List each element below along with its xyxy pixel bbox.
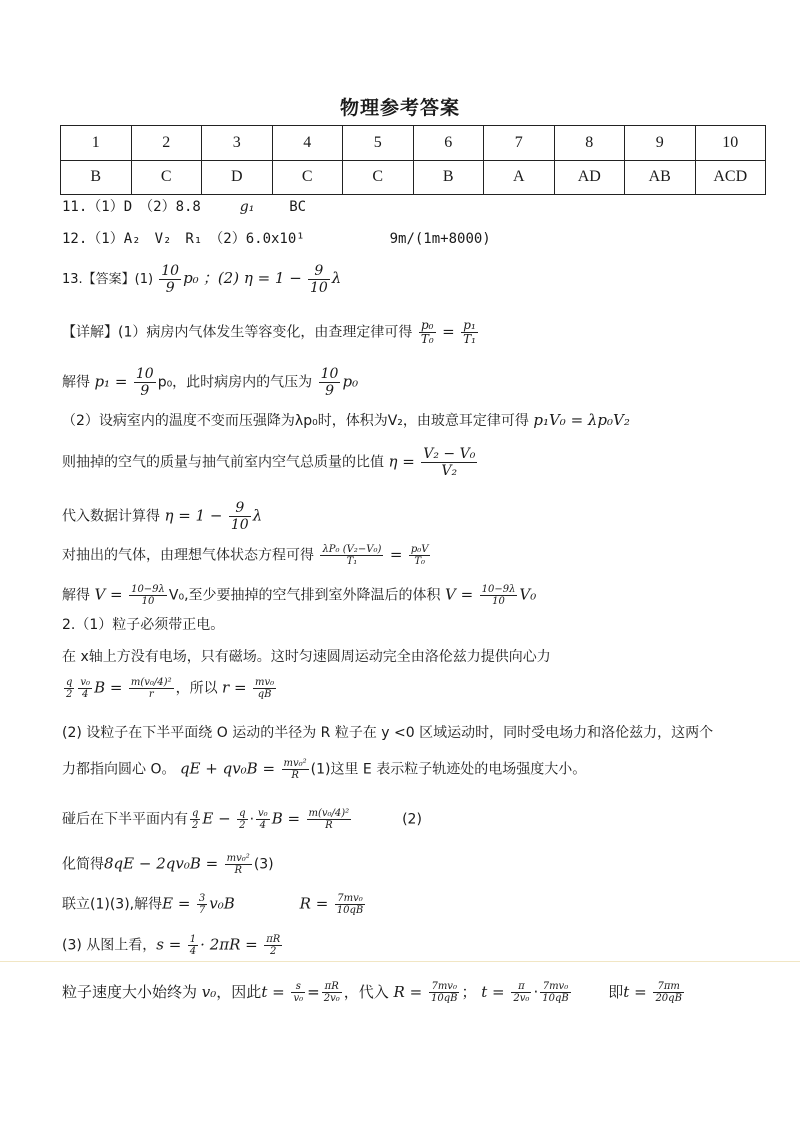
fraction: $\frac{10}{9}$ xyxy=(161,263,180,296)
fraction: $\frac{\text{7mv₀}}{10qB}$ xyxy=(542,981,569,1004)
detail-line-2 xyxy=(62,410,630,431)
text: 力都指向圆心 O。 xyxy=(62,761,176,778)
math-term: p₁V₀ = λp₀V₂ xyxy=(533,411,630,429)
fraction: $\frac{10-9\lambda}{10}$ xyxy=(131,584,165,607)
fraction: $\frac{10-9\lambda}{10}$ xyxy=(481,584,516,607)
table-cell: 2 xyxy=(131,126,202,161)
fraction: $\frac{\text{p₀V}}{\text{T₀}}$ xyxy=(410,544,429,567)
table-row-numbers xyxy=(61,126,766,161)
math-term: qE + qv₀B = xyxy=(179,759,276,778)
math-term: λ xyxy=(252,506,263,525)
math-term: E − xyxy=(202,809,231,828)
fraction: $\frac{q}{2}$ xyxy=(66,677,73,700)
fraction: $\frac{\text{mv₀²}}{R}$ xyxy=(283,758,307,781)
equation-tag: (3) xyxy=(253,856,274,873)
math-term: p₀ xyxy=(183,269,199,287)
fraction: $\frac{1}{4}$ xyxy=(189,934,197,957)
table-cell: 7 xyxy=(484,126,555,161)
fraction: $\frac{10}{9}$ xyxy=(320,366,339,399)
p2-line-6: 碰后在下半平面内有 $\frac{q}{2}$ E − $\frac{q}{2}$ · $\frac{\text{v₀}}{4}$ B = $\frac{\text{m(v₀/4)²}}{R}$ (2) xyxy=(62,808,422,831)
detail-text: （2）设病室内的温度不变而压强降为λp₀时，体积为V₂，由玻意耳定律可得 xyxy=(62,413,529,429)
fraction: $\frac{\text{λP₀ (V₂−V₀)}}{\text{T₁}}$ xyxy=(322,544,382,567)
q12-text: 12.（1）A₂ V₂ R₁ （2）6.0x10¹ xyxy=(62,231,305,247)
divider xyxy=(0,961,800,962)
text: 粒子速度大小始终为 xyxy=(62,983,198,1001)
text: V₀,至少要抽掉的空气排到室外降温后的体积 xyxy=(168,587,441,604)
math-term: R = xyxy=(393,983,423,1001)
table-cell: 6 xyxy=(413,126,484,161)
text: 联立(1)(3),解得 xyxy=(62,896,163,913)
table-cell: 9 xyxy=(625,126,696,161)
table-cell: 1 xyxy=(61,126,132,161)
math-term: p₁ = xyxy=(94,372,128,391)
table-cell: D xyxy=(202,160,273,195)
fraction: $\frac{3}{7}$ xyxy=(198,893,206,916)
solve-line-2 xyxy=(62,584,536,607)
p2-line-3 xyxy=(62,677,278,700)
math-term: η = xyxy=(388,452,415,471)
answer-line-13 xyxy=(62,263,341,296)
math-term: B = xyxy=(94,678,123,697)
answer-line-11 xyxy=(62,197,306,217)
table-cell: 8 xyxy=(554,126,625,161)
math-term: · 2πR = xyxy=(200,935,258,954)
fraction: $\frac{\text{p₀}}{\text{T₀}}$ xyxy=(420,318,434,346)
detail-text: 【详解】(1）病房内气体发生等容变化，由查理定律可得 xyxy=(62,324,413,341)
detail-line-1 xyxy=(62,319,480,346)
math-term: ；(2) η = 1 − xyxy=(202,269,302,287)
text: ，代入 xyxy=(343,983,389,1001)
text: 解得 xyxy=(62,374,90,391)
math-term: V = xyxy=(94,585,123,604)
fraction: $\frac{\text{7mv₀}}{10qB}$ xyxy=(430,981,458,1004)
math-term: s = xyxy=(156,935,182,954)
text: ，因此 xyxy=(216,983,262,1001)
text: 则抽掉的空气的质量与抽气前室内空气总质量的比值 xyxy=(62,454,384,471)
p2-line-5 xyxy=(62,758,586,781)
math-term: p₀，此时病房内的气压为 xyxy=(157,374,313,391)
fraction: $\frac{\text{mv₀²}}{R}$ xyxy=(226,853,250,876)
solve-line-1 xyxy=(62,366,358,399)
fraction: $\frac{\text{7mv₀}}{10qB}$ xyxy=(336,893,364,916)
math-term: R = xyxy=(299,894,329,913)
text: 碰后在下半平面内有 xyxy=(62,811,188,828)
text: ，所以 xyxy=(175,680,218,697)
fraction: $\frac{\text{m(v₀/4)²}}{r}$ xyxy=(130,677,172,700)
math-term: = xyxy=(442,322,455,341)
p2-line-8 xyxy=(62,893,367,916)
text: (1)这里 E 表示粒子轨迹处的电场强度大小。 xyxy=(310,761,587,778)
answer-line-12 xyxy=(62,229,491,249)
q12-tail: 9m/(1m+8000) xyxy=(389,231,491,247)
fraction: $\frac{9}{10}$ xyxy=(230,500,249,533)
math-term: p₀ xyxy=(342,372,359,391)
math-term: v₀ xyxy=(201,983,217,1001)
math-term: = xyxy=(389,545,403,564)
q13-head: 13.【答案】(1) xyxy=(62,272,154,287)
math-term: V₀ xyxy=(519,585,537,604)
math-term: v₀B xyxy=(209,894,235,913)
ideal-gas-line xyxy=(62,544,432,567)
fraction: $\frac{10}{9}$ xyxy=(135,366,154,399)
math-term: λ xyxy=(331,269,342,287)
text: 代入数据计算得 xyxy=(62,508,160,525)
table-cell: B xyxy=(413,160,484,195)
fraction: $\frac{7\pi m}{20qB}$ xyxy=(655,981,682,1004)
math-term: 8qE − 2qv₀B = xyxy=(104,854,219,873)
fraction: $\frac{q}{2}$ xyxy=(192,808,199,831)
text: 化简得 xyxy=(62,856,104,873)
text: 即 xyxy=(608,983,624,1001)
table-cell: 4 xyxy=(272,126,343,161)
math-term: E = xyxy=(162,894,191,913)
table-cell: AB xyxy=(625,160,696,195)
fraction: $\frac{\text{mv₀}}{qB}$ xyxy=(255,677,275,700)
q11-text: 11.（1）D （2）8.8 xyxy=(62,199,201,215)
fraction: $\frac{\pi R}{\text{2v₀}}$ xyxy=(323,981,340,1004)
table-row-answers xyxy=(61,160,766,195)
p2-line-1: 2.（1）粒子必须带正电。 xyxy=(62,617,225,633)
math-term: V = xyxy=(444,585,474,604)
p2-line-9 xyxy=(62,934,284,957)
table-cell: 5 xyxy=(343,126,414,161)
equation-tag: (2) xyxy=(402,811,422,828)
table-cell: C xyxy=(343,160,414,195)
table-cell: C xyxy=(272,160,343,195)
fraction: $\frac{9}{10}$ xyxy=(309,263,328,296)
table-cell: C xyxy=(131,160,202,195)
table-cell: A xyxy=(484,160,555,195)
math-term: r = xyxy=(222,678,247,697)
p2-line-4: (2) 设粒子在下半平面绕 O 运动的半径为 R 粒子在 y <0 区域运动时，同时受电场力和洛伦兹力，这两个 xyxy=(62,725,714,741)
p2-line-2: 在 x轴上方没有电场，只有磁场。这时匀速圆周运动完全由洛伦兹力提供向心力 xyxy=(62,649,551,665)
table-cell: AD xyxy=(554,160,625,195)
fraction: $\frac{\text{v₀}}{4}$ xyxy=(258,808,268,831)
text: 对抽出的气体，由理想气体状态方程可得 xyxy=(62,547,314,564)
math-term: t = xyxy=(623,983,647,1001)
table-cell: ACD xyxy=(695,160,766,195)
math-term: η = 1 − xyxy=(164,506,223,525)
page-title: 物理参考答案 xyxy=(339,97,460,119)
table-cell: B xyxy=(61,160,132,195)
ratio-line xyxy=(62,446,479,479)
math-term: t = xyxy=(261,983,285,1001)
fraction: $\frac{\text{v₀}}{4}$ xyxy=(80,677,91,700)
math-term: t = xyxy=(481,983,505,1001)
fraction: $\frac{q}{2}$ xyxy=(239,808,246,831)
text: (3) 从图上看， xyxy=(62,937,157,954)
p2-line-10: 粒子速度大小始终为 v₀，因此t = $\frac{s}{\text{v₀}}$ = $\frac{\pi R}{\text{2v₀}}$ ，代入 R = $\frac{\text{7mv₀}}{10qB}$ ； t = $\frac{\pi}{\text{2v₀}}$ · $\frac{\text{7mv₀}}{10qB}$ 即t = $\frac{7\pi m}{20qB}$ xyxy=(62,981,682,1004)
fraction: $\frac{\text{V₂ − V₀}}{\text{V₂}}$ xyxy=(423,446,476,479)
table-cell: 3 xyxy=(202,126,273,161)
text: 解得 xyxy=(62,587,90,604)
math-term: B = xyxy=(271,809,301,828)
fraction: $\frac{\pi R}{2}$ xyxy=(266,934,281,957)
substitute-line xyxy=(62,500,262,533)
fraction: $\frac{\pi}{\text{2v₀}}$ xyxy=(513,981,530,1004)
text: ； xyxy=(461,983,477,1001)
p2-line-7 xyxy=(62,853,274,876)
q11-symbol: g₁ xyxy=(239,199,255,215)
fraction: $\frac{\text{m(v₀/4)²}}{R}$ xyxy=(308,808,350,831)
fraction: $\frac{\text{p₁}}{\text{T₁}}$ xyxy=(463,318,476,346)
q11-tail: BC xyxy=(289,199,307,215)
fraction: $\frac{s}{\text{v₀}}$ xyxy=(293,981,304,1004)
table-cell: 10 xyxy=(695,126,766,161)
answer-table xyxy=(60,125,766,195)
